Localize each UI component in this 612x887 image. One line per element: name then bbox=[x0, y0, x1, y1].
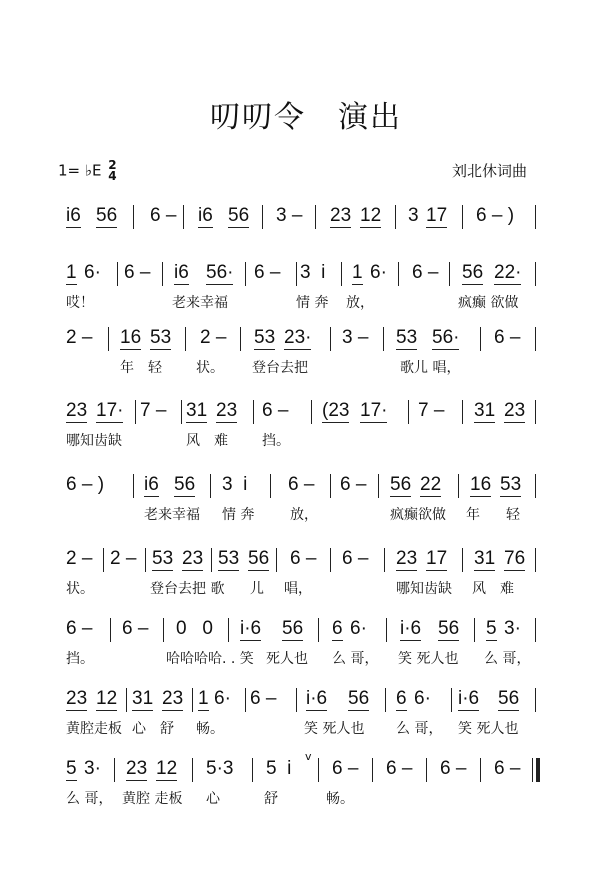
note-group: 23 bbox=[396, 548, 418, 569]
time-sig-bottom: 4 bbox=[108, 169, 117, 183]
score-line bbox=[0, 750, 612, 818]
lyric-text: 哈哈哈哈. . 笑 bbox=[166, 651, 254, 667]
score-line bbox=[0, 688, 612, 748]
barline bbox=[535, 262, 536, 286]
note-group: 23 bbox=[162, 688, 184, 709]
barline bbox=[480, 327, 481, 351]
lyric-text: 么 哥， bbox=[332, 651, 379, 667]
lyric-text: 状。 bbox=[196, 360, 224, 376]
note-group: 56 bbox=[462, 262, 484, 283]
lyric-text: 哎！ bbox=[66, 295, 94, 311]
lyric-text: 老来幸福 bbox=[144, 507, 200, 523]
barline bbox=[315, 205, 316, 229]
score-title: 叨叨令 演出 bbox=[210, 100, 402, 135]
note-group: 22 bbox=[420, 474, 442, 495]
note-group: 6 – bbox=[122, 618, 149, 639]
barline bbox=[245, 262, 246, 286]
lyric-text: 心 bbox=[206, 791, 220, 807]
barline bbox=[451, 688, 452, 712]
note-group: 3· bbox=[84, 758, 101, 779]
barline bbox=[449, 262, 450, 286]
note-group: 1 bbox=[198, 688, 209, 709]
lyric-text: 畅。 bbox=[196, 721, 224, 737]
lyric-text: 唱， bbox=[284, 581, 312, 597]
barline bbox=[318, 758, 319, 782]
note-group: 56· bbox=[432, 327, 460, 348]
note-group: 23 bbox=[66, 688, 88, 709]
note-group: 6· bbox=[414, 688, 431, 709]
note-group: 3 i bbox=[222, 474, 248, 495]
lyric-text: 舒 bbox=[160, 721, 174, 737]
note-group: 6 – bbox=[494, 758, 521, 779]
note-group: 6· bbox=[214, 688, 231, 709]
note-group: i·6 bbox=[240, 618, 262, 639]
barline bbox=[262, 205, 263, 229]
barline bbox=[398, 262, 399, 286]
barline bbox=[210, 474, 211, 498]
note-group: 56 bbox=[96, 205, 118, 226]
barline bbox=[535, 474, 536, 498]
note-group: 3 i bbox=[300, 262, 326, 283]
note-group: 6 – bbox=[250, 688, 277, 709]
lyric-text: 放， bbox=[290, 507, 318, 523]
note-group: 2 – bbox=[66, 548, 93, 569]
note-group: i6 bbox=[174, 262, 189, 283]
barline bbox=[228, 618, 229, 642]
barline bbox=[114, 758, 115, 782]
barline bbox=[318, 618, 319, 642]
note-group: 23 bbox=[216, 400, 238, 421]
barline bbox=[276, 548, 277, 572]
note-group: 7 – bbox=[418, 400, 445, 421]
lyric-text: 老来幸福 bbox=[172, 295, 228, 311]
note-group: 23 bbox=[182, 548, 204, 569]
lyric-text: 难 bbox=[214, 433, 228, 449]
note-group: 16 bbox=[470, 474, 492, 495]
note-group: 6 – bbox=[494, 327, 521, 348]
barline bbox=[133, 205, 134, 229]
lyric-text: 黄腔 走板 bbox=[122, 791, 183, 807]
lyric-text: 轻 bbox=[506, 507, 520, 523]
note-group: 56 bbox=[174, 474, 196, 495]
note-group: 0 0 bbox=[176, 618, 213, 639]
score-line bbox=[0, 205, 612, 265]
note-group: 56 bbox=[248, 548, 270, 569]
note-group: 56 bbox=[438, 618, 460, 639]
barline bbox=[408, 400, 409, 424]
note-group: 6 – bbox=[290, 548, 317, 569]
breath-mark-icon: v bbox=[305, 750, 312, 763]
note-group: 31 bbox=[132, 688, 154, 709]
lyric-text: 挡。 bbox=[66, 651, 94, 667]
note-group: 23 bbox=[126, 758, 148, 779]
note-group: i·6 bbox=[400, 618, 422, 639]
lyric-text: 死人也 bbox=[266, 651, 308, 667]
barline bbox=[145, 548, 146, 572]
barline bbox=[535, 688, 536, 712]
lyric-text: 畅。 bbox=[326, 791, 354, 807]
note-group: 6 – bbox=[288, 474, 315, 495]
time-sig-top: 2 bbox=[108, 158, 117, 172]
note-group: 6 – bbox=[386, 758, 413, 779]
note-group: 56 bbox=[348, 688, 370, 709]
barline bbox=[385, 688, 386, 712]
note-group: 6 bbox=[396, 688, 407, 709]
note-group: 23 bbox=[330, 205, 352, 226]
note-group: 6 – bbox=[262, 400, 289, 421]
note-group: 23 bbox=[504, 400, 526, 421]
barline bbox=[372, 758, 373, 782]
note-group: 12 bbox=[96, 688, 118, 709]
note-group: 12 bbox=[360, 205, 382, 226]
note-group: 2 – bbox=[110, 548, 137, 569]
barline bbox=[535, 548, 536, 572]
lyric-text: 黄腔走板 bbox=[66, 721, 122, 737]
note-group: 53 bbox=[254, 327, 276, 348]
note-group: 3 – bbox=[276, 205, 303, 226]
lyric-text: 登台去把 bbox=[252, 360, 308, 376]
lyric-text: 么 哥， bbox=[396, 721, 443, 737]
note-group: i6 bbox=[198, 205, 213, 226]
barline bbox=[133, 474, 134, 498]
note-group: 6 – bbox=[412, 262, 439, 283]
note-group: i·6 bbox=[306, 688, 328, 709]
note-group: 23· bbox=[284, 327, 312, 348]
barline bbox=[240, 327, 241, 351]
lyric-text: 放， bbox=[346, 295, 374, 311]
lyric-text: 么 哥， bbox=[484, 651, 531, 667]
note-group: 1 bbox=[352, 262, 363, 283]
note-group: 56 bbox=[282, 618, 304, 639]
lyric-text: 状。 bbox=[66, 581, 94, 597]
note-group: 6 – bbox=[150, 205, 177, 226]
score-line bbox=[0, 327, 612, 387]
note-group: 6· bbox=[370, 262, 387, 283]
barline bbox=[480, 758, 481, 782]
note-group: 3 – bbox=[342, 327, 369, 348]
barline bbox=[245, 688, 246, 712]
note-group: 6 – bbox=[66, 618, 93, 639]
note-group: 5 i bbox=[266, 758, 292, 779]
barline bbox=[535, 618, 536, 642]
note-group: 6 – ) bbox=[476, 205, 515, 226]
note-group: 16 bbox=[120, 327, 142, 348]
lyric-text: 笑 死人也 bbox=[304, 721, 365, 737]
final-barline-thin bbox=[532, 758, 533, 782]
barline bbox=[135, 400, 136, 424]
barline bbox=[474, 618, 475, 642]
barline bbox=[183, 205, 184, 229]
barline bbox=[126, 688, 127, 712]
note-group: 17 bbox=[426, 205, 448, 226]
note-group: 56 bbox=[228, 205, 250, 226]
final-barline-thick bbox=[536, 758, 540, 782]
note-group: 56· bbox=[206, 262, 234, 283]
barline bbox=[270, 474, 271, 498]
note-group: 2 – bbox=[200, 327, 227, 348]
lyric-text: 笑 死人也 bbox=[458, 721, 519, 737]
barline bbox=[117, 262, 118, 286]
note-group: 53 bbox=[218, 548, 240, 569]
score-line bbox=[0, 400, 612, 460]
note-group: 6 – bbox=[332, 758, 359, 779]
note-group: 5·3 bbox=[206, 758, 234, 779]
note-group: 76 bbox=[504, 548, 526, 569]
barline bbox=[535, 205, 536, 229]
lyric-text: 年 bbox=[466, 507, 480, 523]
barline bbox=[296, 262, 297, 286]
lyric-text: 笑 死人也 bbox=[398, 651, 459, 667]
barline bbox=[192, 688, 193, 712]
note-group: 3 bbox=[408, 205, 419, 226]
score-line bbox=[0, 618, 612, 678]
note-group: 1 bbox=[66, 262, 77, 283]
score-line bbox=[0, 474, 612, 534]
barline bbox=[185, 327, 186, 351]
note-group: 6· bbox=[84, 262, 101, 283]
note-group: i6 bbox=[144, 474, 159, 495]
barline bbox=[383, 327, 384, 351]
note-group: 17 bbox=[426, 548, 448, 569]
note-group: 6 – bbox=[254, 262, 281, 283]
barline bbox=[535, 327, 536, 351]
note-group: 17· bbox=[360, 400, 388, 421]
time-signature bbox=[108, 160, 116, 182]
lyric-text: 么 哥， bbox=[66, 791, 113, 807]
barline bbox=[252, 758, 253, 782]
barline bbox=[535, 400, 536, 424]
score-line bbox=[0, 262, 612, 322]
lyric-text: 疯癫 欲做 bbox=[458, 295, 519, 311]
note-group: 31 bbox=[474, 548, 496, 569]
note-group: i6 bbox=[66, 205, 81, 226]
note-group: 5 bbox=[66, 758, 77, 779]
barline bbox=[378, 474, 379, 498]
lyric-text: 哪知齿缺 bbox=[396, 581, 452, 597]
barline bbox=[253, 400, 254, 424]
lyric-text: 心 bbox=[132, 721, 146, 737]
barline bbox=[311, 400, 312, 424]
barline bbox=[181, 400, 182, 424]
lyric-text: 登台去把 歌 bbox=[150, 581, 225, 597]
barline bbox=[296, 688, 297, 712]
lyric-text: 疯癫欲做 bbox=[390, 507, 446, 523]
barline bbox=[103, 548, 104, 572]
barline bbox=[162, 262, 163, 286]
lyric-text: 情 奔 bbox=[222, 507, 255, 523]
note-group: 6 – ) bbox=[66, 474, 105, 495]
lyric-text: 哪知齿缺 bbox=[66, 433, 122, 449]
lyric-text: 风 bbox=[186, 433, 200, 449]
note-group: 6 – bbox=[340, 474, 367, 495]
note-group: 56 bbox=[390, 474, 412, 495]
barline bbox=[330, 327, 331, 351]
lyric-text: 情 奔 bbox=[296, 295, 329, 311]
note-group: 23 bbox=[66, 400, 88, 421]
barline bbox=[108, 327, 109, 351]
key-signature bbox=[58, 160, 117, 182]
note-group: 6 – bbox=[124, 262, 151, 283]
lyric-text: 风 bbox=[472, 581, 486, 597]
score-line bbox=[0, 548, 612, 608]
note-group: 56 bbox=[498, 688, 520, 709]
barline bbox=[384, 548, 385, 572]
barline bbox=[458, 474, 459, 498]
note-group: 7 – bbox=[140, 400, 167, 421]
barline bbox=[341, 262, 342, 286]
note-group: 6 – bbox=[342, 548, 369, 569]
note-group: 6· bbox=[350, 618, 367, 639]
barline bbox=[462, 205, 463, 229]
barline bbox=[192, 758, 193, 782]
lyric-text: 挡。 bbox=[262, 433, 290, 449]
key-label: 1= ♭E bbox=[58, 161, 102, 180]
note-group: 2 – bbox=[66, 327, 93, 348]
barline bbox=[110, 618, 111, 642]
barline bbox=[462, 400, 463, 424]
note-group: 22· bbox=[494, 262, 522, 283]
note-group: 6 bbox=[332, 618, 343, 639]
barline bbox=[330, 474, 331, 498]
note-group: 12 bbox=[156, 758, 178, 779]
note-group: i·6 bbox=[458, 688, 480, 709]
lyric-text: 年 bbox=[120, 360, 134, 376]
note-group: (23 bbox=[322, 400, 350, 421]
lyric-text: 舒 bbox=[264, 791, 278, 807]
note-group: 31 bbox=[474, 400, 496, 421]
note-group: 53 bbox=[152, 548, 174, 569]
barline bbox=[426, 758, 427, 782]
note-group: 6 – bbox=[440, 758, 467, 779]
author-credit: 刘北休词曲 bbox=[452, 162, 528, 180]
note-group: 3· bbox=[504, 618, 521, 639]
note-group: 17· bbox=[96, 400, 124, 421]
barline bbox=[462, 548, 463, 572]
lyric-text: 歌儿 唱， bbox=[400, 360, 461, 376]
barline bbox=[163, 618, 164, 642]
lyric-text: 难 bbox=[500, 581, 514, 597]
note-group: 53 bbox=[396, 327, 418, 348]
note-group: 53 bbox=[150, 327, 172, 348]
note-group: 53 bbox=[500, 474, 522, 495]
note-group: 5 bbox=[486, 618, 497, 639]
barline bbox=[330, 548, 331, 572]
lyric-text: 儿 bbox=[250, 581, 264, 597]
barline bbox=[386, 618, 387, 642]
lyric-text: 轻 bbox=[148, 360, 162, 376]
note-group: 31 bbox=[186, 400, 208, 421]
barline bbox=[395, 205, 396, 229]
barline bbox=[211, 548, 212, 572]
